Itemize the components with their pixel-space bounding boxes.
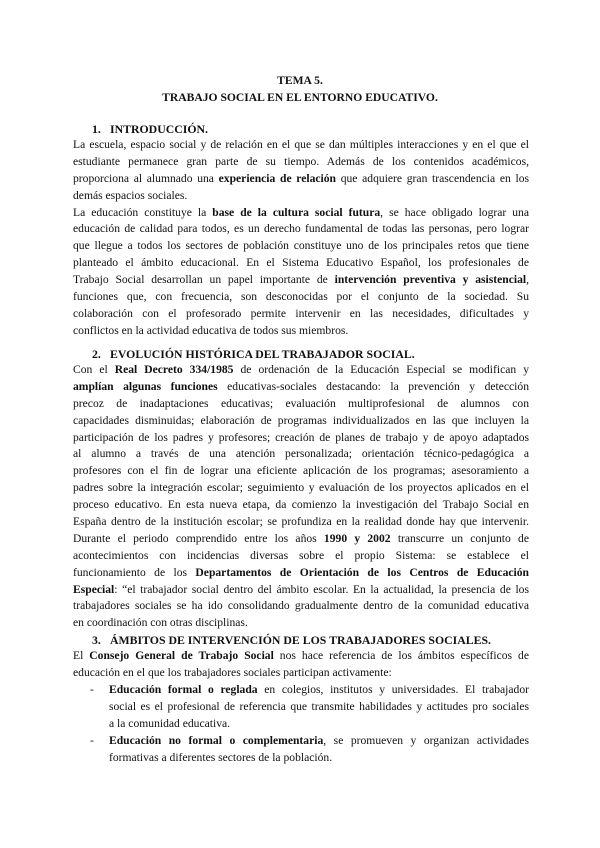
text-run: Con el xyxy=(73,363,115,376)
doc-title-subject: TRABAJO SOCIAL EN EL ENTORNO EDUCATIVO. xyxy=(162,91,438,104)
text-run: de ordenación de la Educación Especial se modifican y xyxy=(233,363,529,376)
section-2-body xyxy=(73,362,529,632)
paragraph-line xyxy=(73,648,529,665)
bold-term: intervención preventiva y asistencial xyxy=(334,273,527,287)
text-run: , se promueven y organizan actividades xyxy=(323,734,529,747)
text-run: en colegios, institutos y universidades. El trabajador xyxy=(257,683,530,696)
section-1-body xyxy=(73,137,529,340)
text-run: educativas-sociales destacando: la prevención y detección xyxy=(217,379,529,393)
bold-term: Real Decreto 334/1985 xyxy=(114,363,234,376)
text-run: , xyxy=(526,273,529,287)
text-run: Durante el periodo comprendido entre los años xyxy=(73,531,324,545)
paragraph-line: estudiante permanece gran parte de su tiempo. Además de los contenidos académicos, xyxy=(73,154,529,168)
section-3-body xyxy=(73,648,529,682)
bold-term: Educación no formal o complementaria xyxy=(109,734,324,747)
paragraph-line: colaboración con el profesorado permite intervenir en las necesidades, dificultades y xyxy=(73,306,529,320)
paragraph-line xyxy=(73,565,529,582)
paragraph-line: participación de los padres y profesores; creación de planes de trabajo y de apoyo adaptados xyxy=(73,430,529,444)
text-run: Trabajo Social desarrollan un papel importante de xyxy=(73,273,335,287)
section-1-title: INTRODUCCIÓN. xyxy=(110,122,208,136)
doc-title-topic: TEMA 5. xyxy=(277,74,323,87)
section-2-title: EVOLUCIÓN HISTÓRICA DEL TRABAJADOR SOCIAL. xyxy=(110,347,415,361)
paragraph-line: al alumno a través de una atención personalizada; orientación técnico-pedagógica a xyxy=(73,447,529,461)
bold-term: Departamentos de Orientación de los Centros de Educación xyxy=(195,565,529,579)
list-item xyxy=(90,682,530,734)
paragraph-line: que llegue a todos los sectores de población constituye uno de los principales retos que tiene xyxy=(73,239,529,253)
section-3-number: 3. xyxy=(92,633,101,647)
paragraph-line: trabajadores sociales se ha ido consolidando gradualmente dentro de la comunidad educativa xyxy=(73,599,529,613)
section-3-heading xyxy=(92,632,491,649)
paragraph-line: educación en el que los trabajadores sociales participan activamente: xyxy=(73,665,392,679)
list-item-text xyxy=(109,733,529,767)
list-bullet: - xyxy=(90,683,94,696)
section-1-number: 1. xyxy=(92,122,101,136)
paragraph-line xyxy=(73,171,529,188)
section-2-number: 2. xyxy=(92,347,101,361)
paragraph-line: formativas a diferentes sectores de la población. xyxy=(109,750,333,764)
section-1-heading xyxy=(92,121,208,138)
paragraph-line: funciones que, con frecuencia, son desconocidas por el conjunto de la sociedad. Su xyxy=(73,290,529,304)
bold-term: Educación formal o reglada xyxy=(109,683,258,696)
paragraph-line: España dentro de la institución escolar; se profundiza en la realidad donde hay que intervenir. xyxy=(73,515,529,529)
paragraph-line: planteado el ámbito educacional. En el Sistema Educativo Español, los profesionales de xyxy=(73,256,529,270)
paragraph-line xyxy=(109,682,529,699)
paragraph-line xyxy=(109,733,529,750)
text-run: , se hace obligado lograr una xyxy=(380,205,530,219)
text-run: transcurre un conjunto de xyxy=(390,531,529,545)
paragraph-line: padres sobre la integración escolar; seguimiento y evaluación de los proyectos aplicados en el xyxy=(73,481,529,495)
bold-term: Consejo General de Trabajo Social xyxy=(89,649,274,662)
paragraph-line: conflictos en la actividad educativa de todos sus miembros. xyxy=(73,323,349,337)
text-run: El xyxy=(73,649,90,662)
bold-term: 1990 y 2002 xyxy=(323,531,391,545)
text-run: nos hace referencia de los ámbitos específicos de xyxy=(273,649,529,662)
paragraph-line: demás espacios sociales. xyxy=(73,188,188,202)
paragraph-line: acontecimientos con incidencias diversas sobre el propio Sistema: se establece el xyxy=(73,548,529,562)
paragraph-line: a la comunidad educativa. xyxy=(109,716,231,730)
paragraph-line: precoz de inadaptaciones educativas; evaluación multiprofesional de alumnos con xyxy=(73,396,529,410)
text-run: que adquiere gran trascendencia en los xyxy=(336,171,530,185)
text-run: funcionamiento de los xyxy=(73,565,196,579)
paragraph-line xyxy=(73,205,529,222)
list-item xyxy=(90,733,530,769)
list-item-text xyxy=(109,682,529,733)
paragraph-line: proceso educativo. En esta nueva etapa, da comienzo la investigación del Trabajo Social en xyxy=(73,498,529,512)
paragraph-line: La escuela, espacio social y de relación en el que se dan múltiples interacciones y en el que el xyxy=(73,138,529,151)
bold-term: Especial xyxy=(73,582,115,596)
paragraph-line xyxy=(73,379,529,396)
list-bullet: - xyxy=(90,734,94,747)
bold-term: amplían algunas funciones xyxy=(73,379,218,393)
paragraph-line xyxy=(73,531,529,548)
text-run: La educación constituye la xyxy=(73,205,213,219)
bold-term: experiencia de relación xyxy=(218,171,337,185)
text-run: proporciona al alumnado una xyxy=(73,171,219,185)
text-run: : “el trabajador social dentro del ámbito escolar. En la actualidad, la presencia de los xyxy=(114,582,529,596)
paragraph-line: profesores con el fin de lograr una eficiente aplicación de los programas; asesoramiento a xyxy=(73,464,529,478)
paragraph-line xyxy=(73,362,529,379)
paragraph-line xyxy=(73,272,529,289)
section-2-heading xyxy=(92,346,415,363)
paragraph-line xyxy=(73,582,529,599)
paragraph-line: en coordinación con otras disciplinas. xyxy=(73,616,248,630)
paragraph-line: educación de calidad para todos, es un derecho fundamental de todas las personas, pero lograr xyxy=(73,222,529,236)
paragraph-line: social es el profesional de referencia que transmite habilidades y actitudes pro sociales xyxy=(109,699,529,713)
section-3-title: ÁMBITOS DE INTERVENCIÓN DE LOS TRABAJADORES SOCIALES. xyxy=(110,633,492,647)
bold-term: base de la cultura social futura xyxy=(212,205,381,219)
paragraph-line: capacidades disminuidas; elaboración de programas individualizados en las que incluyen la xyxy=(73,413,529,427)
